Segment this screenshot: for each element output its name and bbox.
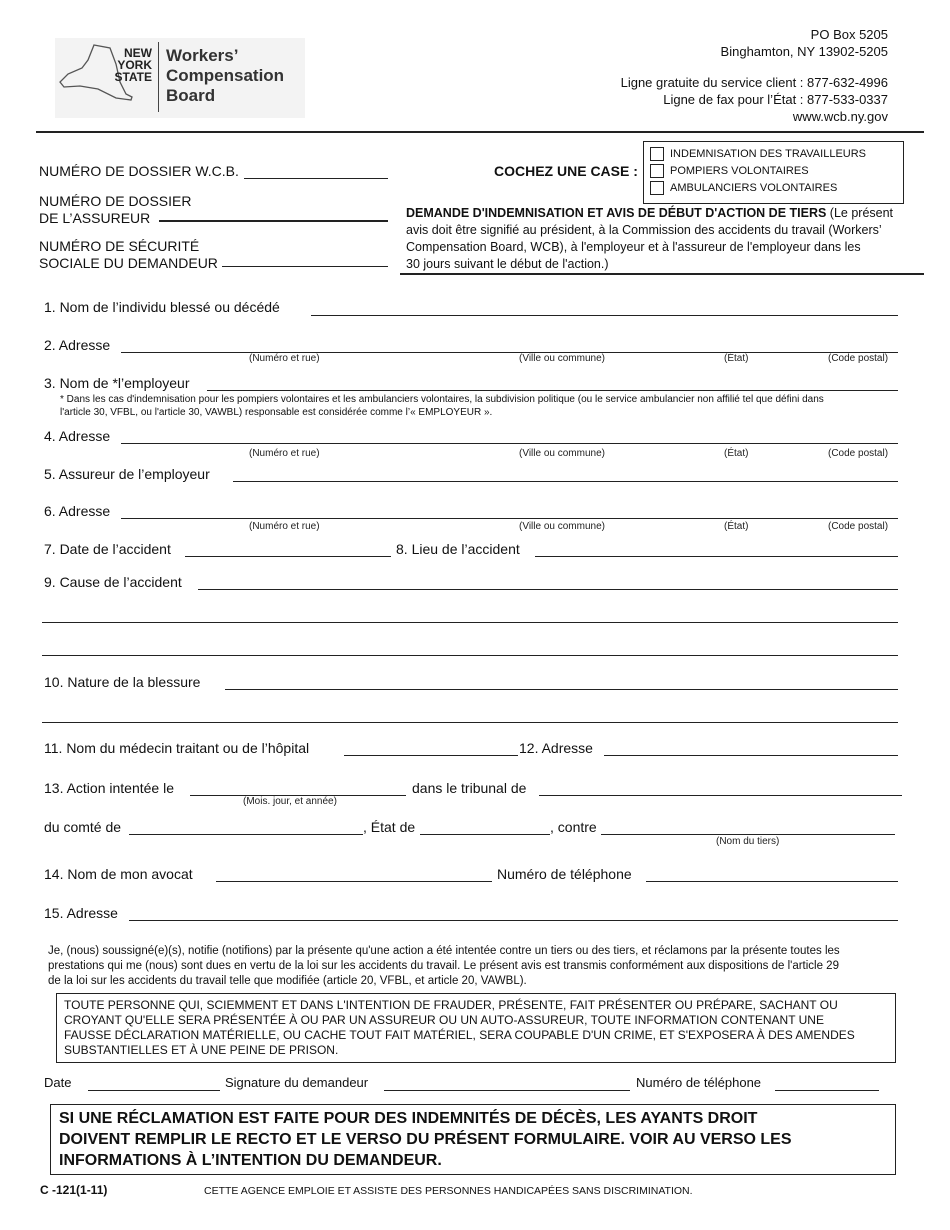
field-3-label: 3. Nom de *l’employeur: [44, 375, 190, 391]
zip-sublabel: (Code postal): [828, 521, 889, 532]
city-sublabel: (Ville ou commune): [519, 448, 605, 459]
accident-date-field[interactable]: [185, 556, 391, 557]
logo-state-line: STATE: [114, 70, 152, 84]
volunteer-firefighters-checkbox[interactable]: [650, 164, 664, 178]
accident-cause-field-line-2[interactable]: [42, 622, 898, 623]
fax-line: Ligne de fax pour l’État : 877-533-0337: [663, 92, 888, 107]
volunteer-firefighters-label: POMPIERS VOLONTAIRES: [670, 165, 809, 177]
phone-line: Ligne gratuite du service client : 877-632-4996: [620, 75, 888, 90]
injured-address-field[interactable]: [121, 352, 898, 353]
fraud-line: SUBSTANTIELLES ET À UNE PEINE DE PRISON.: [64, 1043, 339, 1057]
zip-sublabel: (Code postal): [828, 353, 889, 364]
declaration-line: prestations qui me (nous) sont dues en vertu de la loi sur les accidents du travail. Le présent avis est transmis conformément aux dispositions de l'article 29: [48, 960, 839, 972]
field-1-label: 1. Nom de l’individu blessé ou décédé: [44, 299, 280, 315]
field-6-label: 6. Adresse: [44, 503, 111, 519]
field-8-label: 8. Lieu de l’accident: [396, 541, 520, 557]
attorney-phone-label: Numéro de téléphone: [497, 866, 632, 882]
street-sublabel: (Numéro et rue): [249, 353, 320, 364]
notice-body-first: (Le présent: [826, 206, 894, 220]
state-sublabel: (État): [724, 353, 749, 364]
death-notice-line: SI UNE RÉCLAMATION EST FAITE POUR DES INDEMNITÉS DE DÉCÈS, LES AYANTS DROIT: [59, 1110, 758, 1127]
footnote-line: l'article 30, VFBL, ou l'article 30, VAWBL) responsable est considérée comme l’« EMPLOYEUR ».: [60, 407, 493, 418]
ssn-label-line: SOCIALE DU DEMANDEUR: [39, 255, 218, 271]
attorney-phone-field[interactable]: [646, 881, 898, 882]
notice-text: [406, 205, 926, 273]
fraud-line: CROYANT QU'ELLE SERA PRÉSENTÉE À OU PAR UN ASSUREUR OU UN AUTO-ASSUREUR, TOUTE INFORMATION CONTENANT UNE: [64, 1013, 824, 1027]
notice-body-line: Compensation Board, WCB), à l'employeur et à l'assureur de l'employeur dans les: [406, 240, 861, 254]
injury-nature-field[interactable]: [225, 689, 898, 690]
declaration-line: de la loi sur les accidents du travail telle que modifiée (article 20, VFBL, et article 20, VAWBL).: [48, 975, 527, 987]
logo-org-name: [166, 46, 284, 106]
state-sublabel: (État): [724, 521, 749, 532]
street-sublabel: (Numéro et rue): [249, 448, 320, 459]
insurer-number-field[interactable]: [159, 220, 388, 222]
against-label: , contre: [550, 819, 597, 835]
signature-label: Signature du demandeur: [225, 1075, 369, 1090]
court-label: dans le tribunal de: [412, 780, 527, 796]
accident-place-field[interactable]: [535, 556, 898, 557]
volunteer-ambulance-checkbox[interactable]: [650, 181, 664, 195]
attorney-address-field[interactable]: [129, 920, 898, 921]
ssn-label-line: NUMÉRO DE SÉCURITÉ: [39, 238, 200, 254]
employer-footnote: [60, 393, 824, 419]
notice-body-line: avis doit être signifié au président, à la Commission des accidents du travail (Workers’: [406, 223, 882, 237]
logo-org-line: Workers’: [166, 46, 239, 65]
form-id: C -121(1-11): [40, 1183, 108, 1197]
city-sublabel: (Ville ou commune): [519, 353, 605, 364]
claimant-phone-field[interactable]: [775, 1090, 879, 1091]
check-one-label: COCHEZ UNE CASE :: [494, 163, 638, 179]
injured-name-field[interactable]: [311, 315, 898, 316]
insurer-address-field[interactable]: [121, 518, 898, 519]
field-15-label: 15. Adresse: [44, 905, 118, 921]
county-label: du comté de: [44, 819, 122, 835]
injury-nature-field-line-2[interactable]: [42, 722, 898, 723]
signature-field[interactable]: [384, 1090, 630, 1091]
insurer-label-line: NUMÉRO DE DOSSIER: [39, 193, 192, 209]
declaration-line: Je, (nous) soussigné(e)(s), notifie (notifions) par la présente qu'une action a été intentée contre un tiers ou des tiers, et réclamons par la présente toutes les: [48, 945, 840, 957]
field-5-label: 5. Assureur de l’employeur: [44, 466, 210, 482]
death-notice-line: INFORMATIONS À L’INTENTION DU DEMANDEUR.: [59, 1152, 442, 1169]
employer-name-field[interactable]: [207, 390, 898, 391]
footnote-line: * Dans les cas d'indemnisation pour les pompiers volontaires et les ambulanciers volontaires, la subdivision politique (ou le service ambulancier non affilié tel que défini dans: [60, 394, 824, 405]
death-benefits-text: [59, 1108, 792, 1171]
attorney-name-field[interactable]: [216, 881, 492, 882]
date-label: Date: [44, 1075, 72, 1090]
field-2-label: 2. Adresse: [44, 337, 111, 353]
logo-state-line: YORK: [117, 58, 152, 72]
accident-cause-field[interactable]: [198, 589, 898, 590]
claimant-phone-label: Numéro de téléphone: [636, 1075, 762, 1090]
logo-divider: [158, 42, 159, 112]
street-sublabel: (Numéro et rue): [249, 521, 320, 532]
field-4-label: 4. Adresse: [44, 428, 111, 444]
field-14-label: 14. Nom de mon avocat: [44, 866, 193, 882]
employer-insurer-field[interactable]: [233, 481, 898, 482]
death-notice-line: DOIVENT REMPLIR LE RECTO ET LE VERSO DU PRÉSENT FORMULAIRE. VOIR AU VERSO LES: [59, 1131, 792, 1148]
logo-org-line: Compensation: [166, 66, 285, 85]
ssn-field[interactable]: [222, 266, 388, 267]
zip-sublabel: (Code postal): [828, 448, 889, 459]
non-discrimination-statement: CETTE AGENCE EMPLOIE ET ASSISTE DES PERSONNES HANDICAPÉES SANS DISCRIMINATION.: [204, 1185, 693, 1197]
field-10-label: 10. Nature de la blessure: [44, 674, 201, 690]
notice-body-line: 30 jours suivant le début de l'action.): [406, 257, 609, 271]
fraud-warning-text: [64, 998, 855, 1058]
city-sublabel: (Ville ou commune): [519, 521, 605, 532]
insurer-label-line: DE L’ASSUREUR: [39, 210, 151, 226]
date-format-sublabel: (Mois. jour, et année): [243, 796, 337, 807]
state-field[interactable]: [420, 834, 550, 835]
website-link[interactable]: www.wcb.ny.gov: [792, 109, 888, 124]
third-party-field[interactable]: [601, 834, 895, 835]
employer-address-field[interactable]: [121, 443, 898, 444]
ssn-label: [39, 238, 218, 272]
fraud-line: FAUSSE DÉCLARATION MATÉRIELLE, OU CACHE TOUT FAIT MATÉRIEL, SERA COUPABLE D'UN CRIME, ET S'EXPOSERA À DES AMENDES: [64, 1028, 855, 1042]
county-field[interactable]: [129, 834, 363, 835]
state-label: , État de: [363, 819, 416, 835]
field-9-label: 9. Cause de l’accident: [44, 574, 182, 590]
court-field[interactable]: [539, 795, 902, 796]
fraud-line: TOUTE PERSONNE QUI, SCIEMMENT ET DANS L'INTENTION DE FRAUDER, PRÉSENTE, FAIT PRÉSENTER OU PRÉPARE, SACHANT OU: [64, 998, 838, 1012]
header-rule: [36, 131, 924, 133]
logo-org-line: Board: [166, 86, 216, 105]
logo-state-line: NEW: [124, 46, 152, 60]
wcb-number-field[interactable]: [244, 178, 388, 179]
field-12-label: 12. Adresse: [519, 740, 593, 756]
accident-cause-field-line-3[interactable]: [42, 655, 898, 656]
notice-title: DEMANDE D'INDEMNISATION ET AVIS DE DÉBUT D'ACTION DE TIERS: [406, 206, 827, 220]
field-13-label: 13. Action intentée le: [44, 780, 174, 796]
contact-block: [621, 26, 888, 125]
workers-comp-label: INDEMNISATION DES TRAVAILLEURS: [670, 148, 867, 160]
address-line-1: PO Box 5205: [810, 27, 888, 42]
declaration-text: [48, 944, 928, 989]
section-rule: [400, 273, 924, 275]
physician-address-field[interactable]: [604, 755, 898, 756]
third-party-sublabel: (Nom du tiers): [716, 836, 780, 847]
signature-date-field[interactable]: [88, 1090, 220, 1091]
field-11-label: 11. Nom du médecin traitant ou de l’hôpital: [44, 740, 310, 756]
address-line-2: Binghamton, NY 13902-5205: [720, 44, 888, 59]
state-sublabel: (État): [724, 448, 749, 459]
physician-name-field[interactable]: [344, 755, 518, 756]
volunteer-ambulance-label: AMBULANCIERS VOLONTAIRES: [670, 182, 838, 194]
workers-comp-checkbox[interactable]: [650, 147, 664, 161]
logo-state-text: [110, 47, 152, 83]
wcb-number-label: NUMÉRO DE DOSSIER W.C.B.: [39, 163, 239, 179]
field-7-label: 7. Date de l’accident: [44, 541, 171, 557]
